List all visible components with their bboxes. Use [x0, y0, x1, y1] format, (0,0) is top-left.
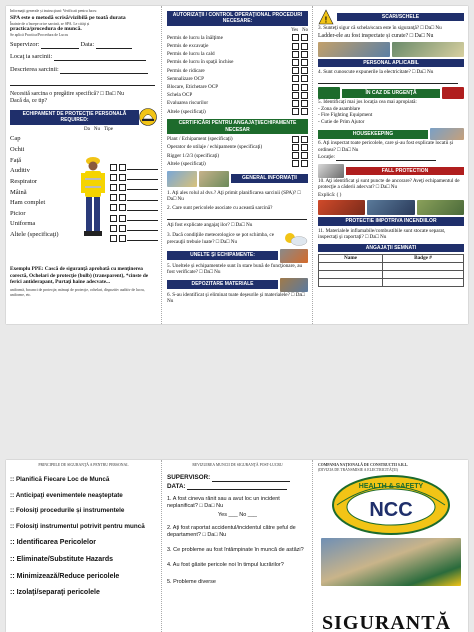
cert-yes-checkbox[interactable]: [292, 136, 299, 143]
post-date-field[interactable]: [187, 484, 287, 490]
planning-panel: [6, 6, 162, 324]
cover-title: SIGURANTĂ: [322, 612, 452, 632]
ladder-question-2: Ladder-ele au fost inspectate și curate? □ Da□ Nu: [318, 32, 434, 39]
emergency-header: [318, 87, 464, 99]
ppe-item: Cap: [10, 135, 21, 143]
permit-item: Blocare, Etichetare OCP: [167, 83, 219, 90]
permit-item: Permis de lucru la cald: [167, 51, 215, 58]
explain-label: Explică: ( ): [318, 191, 342, 198]
ppe-checkbox[interactable]: [110, 225, 117, 232]
workers-group-photo: [321, 538, 461, 586]
ppe-item: Picior: [10, 209, 26, 217]
general-questions: [167, 190, 308, 247]
ladder-photo: [392, 42, 464, 57]
housekeeping-question: 6. Aţi inspectat toate pericolele, care şi-au fost explicate locatii și ordinea? □ Da□ Nu: [318, 140, 454, 153]
tools-question: 5. Uneltele și echipamentele sunt în stare bună de funcţionare, au fost verificate? □ Da□ Nu: [167, 262, 303, 276]
materials-photo: [280, 278, 308, 292]
tools-photo: [280, 249, 308, 263]
permit-item: Permis de excavaţie: [167, 43, 209, 50]
permit-no-checkbox[interactable]: [301, 92, 308, 99]
housekeeping-photo: [430, 128, 464, 140]
ppe-item: Ham complet: [10, 199, 46, 207]
tools-header: [167, 249, 308, 263]
waste-question: 6. S-au identificat şi eliminat toate deşeurile şi materialele? □ Da□ Nu: [167, 291, 305, 305]
permit-no-checkbox[interactable]: [301, 59, 308, 66]
company-division: (DIVIZIA DE TRANSMISIE A ELECTRICITĂŢII): [318, 467, 398, 472]
personal-question: 4. Sunt cunoscute expunerile la electricitate? □ Da□ Nu: [318, 68, 434, 75]
principles-header: PRINCIPIILE DE SIGURANŢĂ A PENTRU PERSONAL: [38, 463, 129, 467]
location-row: [10, 53, 157, 61]
general-question: 2. Care sunt pericolele asociate cu această sarcină?: [167, 204, 273, 211]
certifications-banner: CERTIFICĂRI PENTRU ANGAJAŢI/ECHIPAMENTE NECESAR: [167, 119, 308, 134]
fire-photo: [318, 200, 365, 215]
ppe-checkbox[interactable]: [119, 164, 126, 171]
location-label: Locaţie:: [318, 154, 335, 161]
fire-banner: PROTECTIE IMPOTRIVA INCENDIILOR: [318, 217, 464, 225]
post-date-label: DATA:: [167, 482, 186, 490]
permit-item: Permis de lucru la înălţime: [167, 34, 223, 41]
housekeeping-header: [318, 128, 464, 140]
weather-icon: [282, 231, 308, 247]
ppe-checkbox[interactable]: [110, 194, 117, 201]
emergency-item: - Fire Fighting Equipment: [318, 112, 373, 119]
post-work-header: REVIZUIREA MUNCII DE SIGURANŢĂ POST-LUCRU: [192, 463, 283, 467]
post-yes-no[interactable]: Yes ___ No ___: [218, 512, 257, 519]
principle-item: :: Identificarea Pericolelor: [10, 539, 96, 547]
ncc-emblem-icon: [331, 474, 451, 536]
ppe-checkbox[interactable]: [119, 225, 126, 232]
permit-yes-checkbox[interactable]: [292, 51, 299, 58]
date-field[interactable]: [96, 43, 132, 49]
helmet-icon: [139, 108, 157, 126]
description-field[interactable]: [60, 68, 148, 74]
col-yes: Yes: [291, 27, 299, 33]
fire-photo: [367, 200, 414, 215]
health-safety-text: HEALTH & SAFETY: [358, 483, 424, 491]
ladder-banner: SCARI/SCHELE: [337, 13, 464, 21]
general-info-banner: GENERAL INFORMAŢII: [231, 174, 308, 182]
location-label: Locaţ ia sarcinii:: [10, 53, 53, 61]
tools-banner: UNELTE ŞI ECHIPAMENTE:: [167, 251, 278, 259]
description-label: Descrierea sarcinii:: [10, 65, 59, 73]
post-supervisor-label: SUPERVISOR:: [167, 473, 211, 481]
weather-row: [167, 231, 308, 247]
first-aid-icon: [442, 87, 464, 99]
ladder-photos: [318, 42, 464, 57]
col-no: No: [302, 27, 308, 33]
permit-item: Schela OCP: [167, 92, 193, 99]
badge-cell[interactable]: [383, 278, 464, 286]
ppe-checkbox[interactable]: [110, 174, 117, 181]
location-label-row: [318, 154, 464, 161]
permit-no-checkbox[interactable]: [301, 100, 308, 107]
post-supervisor-field[interactable]: [212, 476, 290, 482]
certifications-list: [167, 136, 308, 168]
permit-item: Altele (specificaţi): [167, 108, 206, 115]
general-info-header: [167, 171, 308, 187]
personal-banner: PERSONAL APLICABIL: [318, 59, 464, 67]
permit-no-checkbox[interactable]: [301, 84, 308, 91]
ppe-col-tip: Tipe: [103, 126, 113, 132]
signature-table: [318, 254, 464, 287]
site-photo: [199, 171, 229, 187]
ppe-item: Ochii: [10, 146, 25, 154]
permit-yes-checkbox[interactable]: [292, 59, 299, 66]
general-question: Aţi fost explicate angajaţ ilor? □ Da□ Nu: [167, 222, 253, 229]
intro-line-3: practica/procedura de muncă.: [10, 26, 82, 33]
ppe-footer: [10, 266, 157, 297]
principle-item: :: Planifică Fiecare Loc de Muncă: [10, 475, 110, 483]
cert-item: Rigger 1/2/3 (specificaţi): [167, 152, 220, 159]
badge-cell[interactable]: [383, 270, 464, 278]
cert-yes-checkbox[interactable]: [292, 160, 299, 167]
cert-no-checkbox[interactable]: [301, 160, 308, 167]
col-badge: Badge #: [383, 254, 464, 262]
training-type: Dacă da, ce tip?: [10, 97, 48, 104]
signature-cell[interactable]: [319, 262, 383, 270]
post-question: 2. Aţi fost raportat accidentul/incidentul către șeful de departament? □ Da□ Nu: [167, 525, 296, 538]
principle-item: :: Folosiţi procedurile și instrumentele: [10, 507, 125, 515]
emergency-item: - Zona de asamblare: [318, 105, 361, 112]
location-field[interactable]: [54, 55, 146, 61]
cover-panel: [314, 460, 468, 632]
permits-banner: AUTORIZAŢII / CONTROL OPERAŢIONAL PROCEDURI NECESARE:: [167, 11, 308, 26]
permits-panel: [163, 6, 313, 324]
ppe-type-field[interactable]: [127, 195, 158, 201]
ppe-item: Uniforma: [10, 220, 36, 228]
ppe-type-field[interactable]: [127, 184, 158, 190]
ladder-photo: [318, 42, 390, 57]
description-row: [10, 66, 157, 74]
date-label: Data:: [80, 41, 95, 49]
permit-no-checkbox[interactable]: [301, 51, 308, 58]
top-sheet: [6, 6, 468, 324]
company-name: COMPANIA NAȚIONALĂ DE CONSTRUCTII S.R.L.: [318, 463, 409, 467]
fall-question: 10. Aţi identificat şi sunt puncte de ancorare? Aveţi echipamentul de protecţie a căderii adecvat? □ Da□ Nu: [318, 177, 460, 191]
housekeeping-banner: HOUSEKEEPING: [318, 130, 428, 138]
waste-banner: DEPOZITARE MATERIALE: [167, 280, 278, 288]
permit-yes-checkbox[interactable]: [292, 108, 299, 115]
principle-item: :: Minimizează/Reduce pericolele: [10, 572, 120, 580]
panel-header-text: Informaţii generale și instrucţiuni: Verificati pentru lucru: [10, 9, 97, 13]
ppe-footer-tail: uniformă, bocanci de protecţie, mănuşi de protecţie, ochelari, dispozitiv auditiv de lucru, uniforme, etc.: [10, 287, 145, 297]
cert-item: Plant / Echipament (specificaţi): [167, 136, 233, 143]
post-date-row: [167, 483, 308, 491]
warning-icon: [318, 9, 334, 25]
ppe-banner: ECHIPAMENT DE PROTECŢIE PERSONALĂ REQUIRED:: [10, 110, 139, 125]
ppe-type-field[interactable]: [127, 205, 158, 211]
post-work-panel: [163, 460, 313, 632]
signature-cell[interactable]: [319, 278, 383, 286]
ppe-checkbox[interactable]: [110, 164, 117, 171]
ppe-checkbox[interactable]: [119, 204, 126, 211]
cert-item: Altele (specificaţi): [167, 160, 206, 167]
cert-no-checkbox[interactable]: [301, 136, 308, 143]
location-field[interactable]: [336, 155, 436, 161]
permits-list: [167, 34, 308, 115]
answer-line[interactable]: [167, 214, 307, 220]
post-question: 1. A fost cineva rănit sau a avut loc un incident neplanificat? □ Da□ Nu: [167, 496, 280, 510]
signature-cell[interactable]: [319, 270, 383, 278]
ladder-header: [318, 9, 464, 25]
post-question: 4. Au fost găsite pericole noi în timpul lucrărilor?: [167, 561, 284, 568]
fire-photos: [318, 200, 464, 215]
fall-header: [318, 164, 464, 178]
fall-banner: FALL PROTECTION: [346, 167, 464, 175]
ppe-checkbox[interactable]: [119, 174, 126, 181]
permit-item: Evaluarea riscurilor: [167, 100, 209, 107]
principles-panel: [6, 460, 162, 632]
permit-item: Permis de lucru în spaţii închise: [167, 59, 234, 66]
permits-cols: [167, 28, 308, 34]
description-line-2[interactable]: [10, 80, 155, 86]
post-question: 3. Ce probleme au fost întâmpinate în muncă de astăzi?: [167, 546, 304, 553]
ppe-item: Mâină: [10, 188, 27, 196]
emergency-item: 5. Identificați mai jos locația cea mai apropiată:: [318, 99, 417, 106]
permit-no-checkbox[interactable]: [301, 75, 308, 82]
harness-photo: [318, 164, 344, 178]
svg-text:!: !: [324, 15, 328, 25]
permit-no-checkbox[interactable]: [301, 67, 308, 74]
ppe-header: [10, 108, 157, 127]
site-photo: [167, 171, 197, 187]
ppe-item: Fațǎ: [10, 156, 22, 164]
permit-yes-checkbox[interactable]: [292, 100, 299, 107]
ppe-checkbox[interactable]: [119, 235, 126, 242]
emergency-list: [318, 99, 464, 125]
ppe-type-field[interactable]: [127, 215, 158, 221]
ncc-logo: [331, 474, 451, 536]
ppe-type-field[interactable]: [127, 225, 158, 231]
ppe-checkbox[interactable]: [110, 235, 117, 242]
principle-item: :: Folosiţi instrumentul potrivit pentru muncă: [10, 523, 145, 531]
exit-sign-icon: [318, 87, 340, 99]
badge-cell[interactable]: [383, 262, 464, 270]
ppe-type-field[interactable]: [127, 235, 158, 241]
general-question: 3. Dacă condiţiile meteorologice se pot schimba, ce precauţii trebuie luate? □ Da□ Nu: [167, 232, 275, 245]
ppe-checkbox[interactable]: [110, 184, 117, 191]
safety-panel: [314, 6, 468, 324]
general-question: 1. Aţi ales rolul al dvs.? Aţi primit planificarea sarcinii (SPA)? □ Da□ Nu: [167, 189, 301, 203]
ladder-question: 3. Sunteţi sigur că schela/scara este în siguranţă? □ Da□ Nu: [318, 25, 442, 31]
principle-item: :: Izolaţi/separaţi pericolele: [10, 589, 100, 597]
emergency-item: - Cutie de Prim Ajutor: [318, 118, 365, 125]
permit-item: Permis de ridicare: [167, 67, 205, 74]
ppe-checkbox[interactable]: [119, 194, 126, 201]
ppe-example-text: Exemplu PPE: Cască de siguranţă aprobată cu menţinerea corectă, Ochelari de protecţie (bulb) (transparent), *cinste de ferici antiderapant, Purtaţi haine adecvate...: [10, 266, 149, 286]
ppe-item: Altele (specificaţi): [10, 231, 59, 239]
permit-yes-checkbox[interactable]: [292, 84, 299, 91]
permit-yes-checkbox[interactable]: [292, 67, 299, 74]
intro-line-2: Înainte de a începe orice sarcină, se SPA. Le cităţi și: [10, 21, 90, 26]
permit-no-checkbox[interactable]: [301, 108, 308, 115]
ppe-type-field[interactable]: [127, 174, 158, 180]
permit-yes-checkbox[interactable]: [292, 92, 299, 99]
worker-illustration: [78, 154, 108, 240]
cert-yes-checkbox[interactable]: [292, 152, 299, 159]
post-supervisor-row: [167, 474, 308, 482]
supervisor-field[interactable]: [41, 43, 79, 49]
supervisor-label: Supervizor:: [10, 41, 40, 49]
principle-item: :: Eliminate/Substitute Hazards: [10, 555, 114, 563]
ppe-checkbox[interactable]: [119, 215, 126, 222]
fire-question: 11. Materialele inflamabile/combustibile sunt stocate separat, inspectaţi şi raportaţi? □ Da□ Nu: [318, 227, 446, 241]
cert-no-checkbox[interactable]: [301, 144, 308, 151]
cert-yes-checkbox[interactable]: [292, 144, 299, 151]
bottom-sheet: [6, 460, 468, 632]
ppe-item: Auditiv: [10, 167, 30, 175]
post-question: 5. Probleme diverse: [167, 578, 216, 585]
ppe-checkbox[interactable]: [110, 204, 117, 211]
intro-line-1: SPA este o metodă scrisă/vizibilă pe toată durata: [10, 14, 126, 21]
permit-item: Semnalizare OCP: [167, 75, 205, 82]
ppe-checkbox[interactable]: [119, 184, 126, 191]
waste-header: [167, 278, 308, 292]
cert-no-checkbox[interactable]: [301, 152, 308, 159]
cert-item: Operator de utilaje / echipamente (specificaţi): [167, 144, 263, 151]
ppe-col-da: Da: [84, 126, 90, 132]
principle-item: :: Anticipaţi evenimentele neaşteptate: [10, 491, 123, 499]
permit-yes-checkbox[interactable]: [292, 75, 299, 82]
intro-line-4: Se aplică Practica/Procedura de Lucru: [10, 33, 68, 38]
answer-line[interactable]: [318, 78, 458, 84]
ppe-item: Respirator: [10, 177, 38, 185]
employees-banner: ANGAJAŢII SEMNATI: [318, 244, 464, 252]
permit-yes-checkbox[interactable]: [292, 34, 299, 41]
ppe-type-field[interactable]: [127, 164, 158, 170]
ppe-checkbox[interactable]: [110, 215, 117, 222]
ppe-col-nu: Nu: [93, 126, 100, 132]
ncc-text: NCC: [369, 499, 413, 522]
ppe-checkboxes: [110, 162, 158, 244]
supervisor-row: [10, 41, 157, 49]
permit-no-checkbox[interactable]: [301, 34, 308, 41]
permit-no-checkbox[interactable]: [301, 43, 308, 50]
fire-photo: [417, 200, 464, 215]
ppe-columns: [84, 127, 157, 133]
permit-yes-checkbox[interactable]: [292, 43, 299, 50]
col-name: Name: [319, 254, 383, 262]
training-question: Necesită sarcina o pregătire specifică? □ Da□ Nu: [10, 90, 125, 97]
emergency-banner: ÎN CAZ DE URGENŢĂ: [342, 89, 440, 97]
